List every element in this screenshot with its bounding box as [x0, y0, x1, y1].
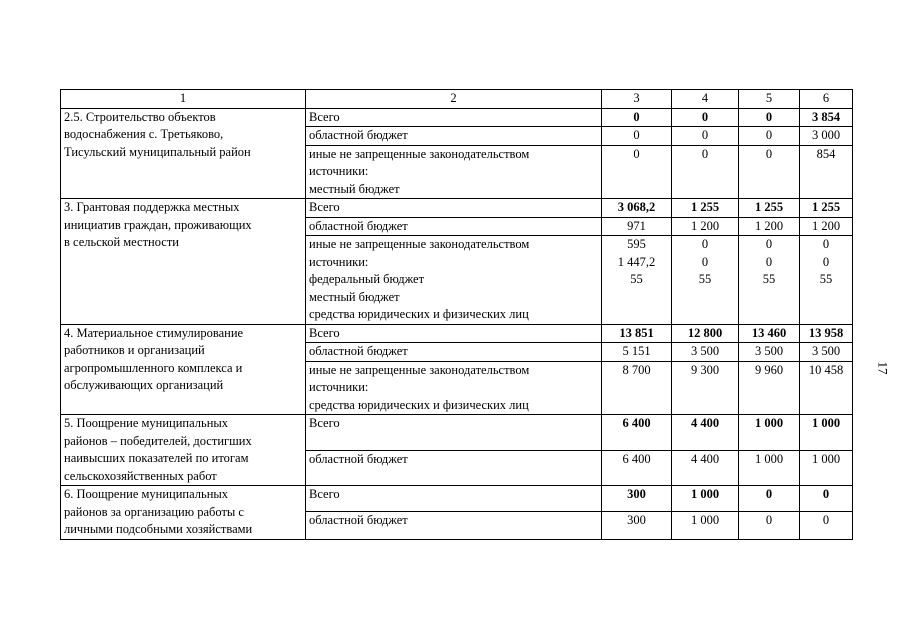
- program-name-line: 3. Грантовая поддержка местных: [64, 200, 240, 214]
- value-cell: [672, 236, 739, 325]
- program-name-line: 4. Материальное стимулирование: [64, 325, 244, 340]
- value-line: 55: [630, 272, 643, 286]
- value-cell: 10 458: [800, 361, 853, 415]
- value-line: 1 447,2: [617, 254, 656, 269]
- value-cell: 3 000: [800, 127, 853, 146]
- value-line: 55: [698, 272, 712, 286]
- value-cell: 1 000: [672, 486, 739, 512]
- document-page: [60, 89, 853, 540]
- source-label: Всего: [306, 199, 602, 218]
- value-line: 0: [765, 254, 773, 269]
- value-cell: [739, 236, 800, 325]
- source-label: [306, 145, 602, 199]
- value-cell: 9 960: [739, 361, 800, 415]
- value-cell: 1 000: [672, 512, 739, 539]
- value-line: 0: [822, 237, 830, 251]
- value-cell: 1 000: [800, 450, 853, 486]
- program-name-line: наивысших показателей по итогам: [64, 451, 249, 465]
- value-line: 0: [822, 254, 830, 269]
- value-cell: 0: [672, 127, 739, 146]
- value-cell: 1 255: [739, 199, 800, 218]
- value-cell: 0: [739, 512, 800, 539]
- program-name-line: 5. Поощрение муниципальных: [64, 416, 229, 430]
- other-sources-label: источники:: [309, 164, 369, 178]
- source-label: областной бюджет: [306, 512, 602, 539]
- value-cell: 13 851: [602, 324, 672, 343]
- header-cell: 5: [739, 90, 800, 109]
- value-cell: 1 000: [739, 415, 800, 451]
- other-sources-label: источники:: [309, 380, 369, 394]
- program-name-cell: [61, 199, 306, 325]
- value-cell: 1 200: [672, 217, 739, 236]
- value-cell: 971: [602, 217, 672, 236]
- source-label: областной бюджет: [306, 450, 602, 486]
- value-cell: 0: [672, 108, 739, 127]
- value-cell: 1 000: [800, 415, 853, 451]
- value-line: 0: [701, 237, 709, 251]
- value-line: 55: [819, 272, 833, 286]
- value-cell: 3 068,2: [602, 199, 672, 218]
- program-name-line: водоснабжения с. Третьяково,: [64, 127, 224, 141]
- value-cell: 1 255: [800, 199, 853, 218]
- program-name-line: 6. Поощрение муниципальных: [64, 487, 229, 501]
- table-row: [61, 415, 853, 451]
- value-cell: 854: [800, 145, 853, 199]
- value-cell: 0: [739, 127, 800, 146]
- table-row: [61, 486, 853, 512]
- value-cell: 6 400: [602, 450, 672, 486]
- source-label: областной бюджет: [306, 217, 602, 236]
- value-cell: 0: [602, 127, 672, 146]
- value-cell: 0: [800, 486, 853, 512]
- value-cell: 8 700: [602, 361, 672, 415]
- source-label: областной бюджет: [306, 343, 602, 362]
- program-name-line: агропромышленного комплекса и: [64, 360, 243, 375]
- program-name-line: обслуживающих организаций: [64, 378, 224, 392]
- source-label: местный бюджет: [309, 289, 400, 304]
- source-label: Всего: [306, 108, 602, 127]
- value-cell: 3 854: [800, 108, 853, 127]
- table-row: [61, 199, 853, 218]
- source-label: Всего: [306, 415, 602, 451]
- value-cell: [800, 236, 853, 325]
- budget-table: [60, 89, 853, 540]
- value-cell: 5 151: [602, 343, 672, 362]
- program-name-line: личными подсобными хозяйствами: [64, 522, 253, 536]
- value-cell: 1 255: [672, 199, 739, 218]
- source-label: Всего: [306, 324, 602, 343]
- program-name-line: сельскохозяйственных работ: [64, 468, 217, 483]
- source-label: [306, 361, 602, 415]
- other-sources-label: источники:: [309, 254, 369, 269]
- other-sources-label: иные не запрещенные законодательством: [309, 362, 530, 377]
- value-cell: 6 400: [602, 415, 672, 451]
- program-name-cell: [61, 108, 306, 199]
- header-cell: 1: [61, 90, 306, 109]
- program-name-cell: [61, 486, 306, 540]
- value-line: 55: [762, 272, 776, 286]
- program-name-cell: [61, 415, 306, 486]
- table-row: [61, 108, 853, 127]
- program-name-line: в сельской местности: [64, 235, 179, 249]
- value-cell: 3 500: [672, 343, 739, 362]
- other-sources-label: иные не запрещенные законодательством: [309, 237, 530, 251]
- program-name-line: инициатив граждан, проживающих: [64, 217, 252, 232]
- value-cell: 0: [672, 145, 739, 199]
- header-row: [61, 90, 853, 109]
- program-name-line: районов – победителей, достигших: [64, 433, 252, 448]
- page-number: 17: [875, 361, 891, 375]
- value-cell: 3 500: [739, 343, 800, 362]
- value-cell: 0: [602, 145, 672, 199]
- value-line: 0: [701, 254, 709, 269]
- value-cell: 0: [800, 512, 853, 539]
- value-cell: 0: [739, 108, 800, 127]
- source-label: Всего: [306, 486, 602, 512]
- source-label: федеральный бюджет: [309, 272, 425, 286]
- header-cell: 2: [306, 90, 602, 109]
- program-name-line: 2.5. Строительство объектов: [64, 109, 216, 124]
- value-cell: 9 300: [672, 361, 739, 415]
- value-cell: 4 400: [672, 450, 739, 486]
- program-name-line: районов за организацию работы с: [64, 504, 244, 519]
- header-cell: 4: [672, 90, 739, 109]
- source-label: средства юридических и физических лиц: [309, 307, 529, 321]
- source-label: средства юридических и физических лиц: [309, 397, 529, 412]
- value-cell: 3 500: [800, 343, 853, 362]
- source-label: областной бюджет: [306, 127, 602, 146]
- value-cell: 1 200: [739, 217, 800, 236]
- value-cell: 300: [602, 486, 672, 512]
- source-label: [306, 236, 602, 325]
- table-row: [61, 324, 853, 343]
- other-sources-label: иные не запрещенные законодательством: [309, 146, 530, 161]
- value-cell: 1 200: [800, 217, 853, 236]
- value-cell: 0: [739, 486, 800, 512]
- program-name-cell: [61, 324, 306, 415]
- value-line: 595: [627, 237, 646, 251]
- value-cell: 300: [602, 512, 672, 539]
- value-cell: 1 000: [739, 450, 800, 486]
- value-cell: 0: [739, 145, 800, 199]
- source-label: местный бюджет: [309, 181, 400, 196]
- header-cell: 3: [602, 90, 672, 109]
- value-cell: 12 800: [672, 324, 739, 343]
- program-name-line: работников и организаций: [64, 343, 205, 357]
- value-cell: 13 958: [800, 324, 853, 343]
- program-name-line: Тисульский муниципальный район: [64, 144, 251, 159]
- header-cell: 6: [800, 90, 853, 109]
- value-cell: 0: [602, 108, 672, 127]
- value-cell: 13 460: [739, 324, 800, 343]
- value-cell: [602, 236, 672, 325]
- value-line: 0: [765, 237, 773, 251]
- value-cell: 4 400: [672, 415, 739, 451]
